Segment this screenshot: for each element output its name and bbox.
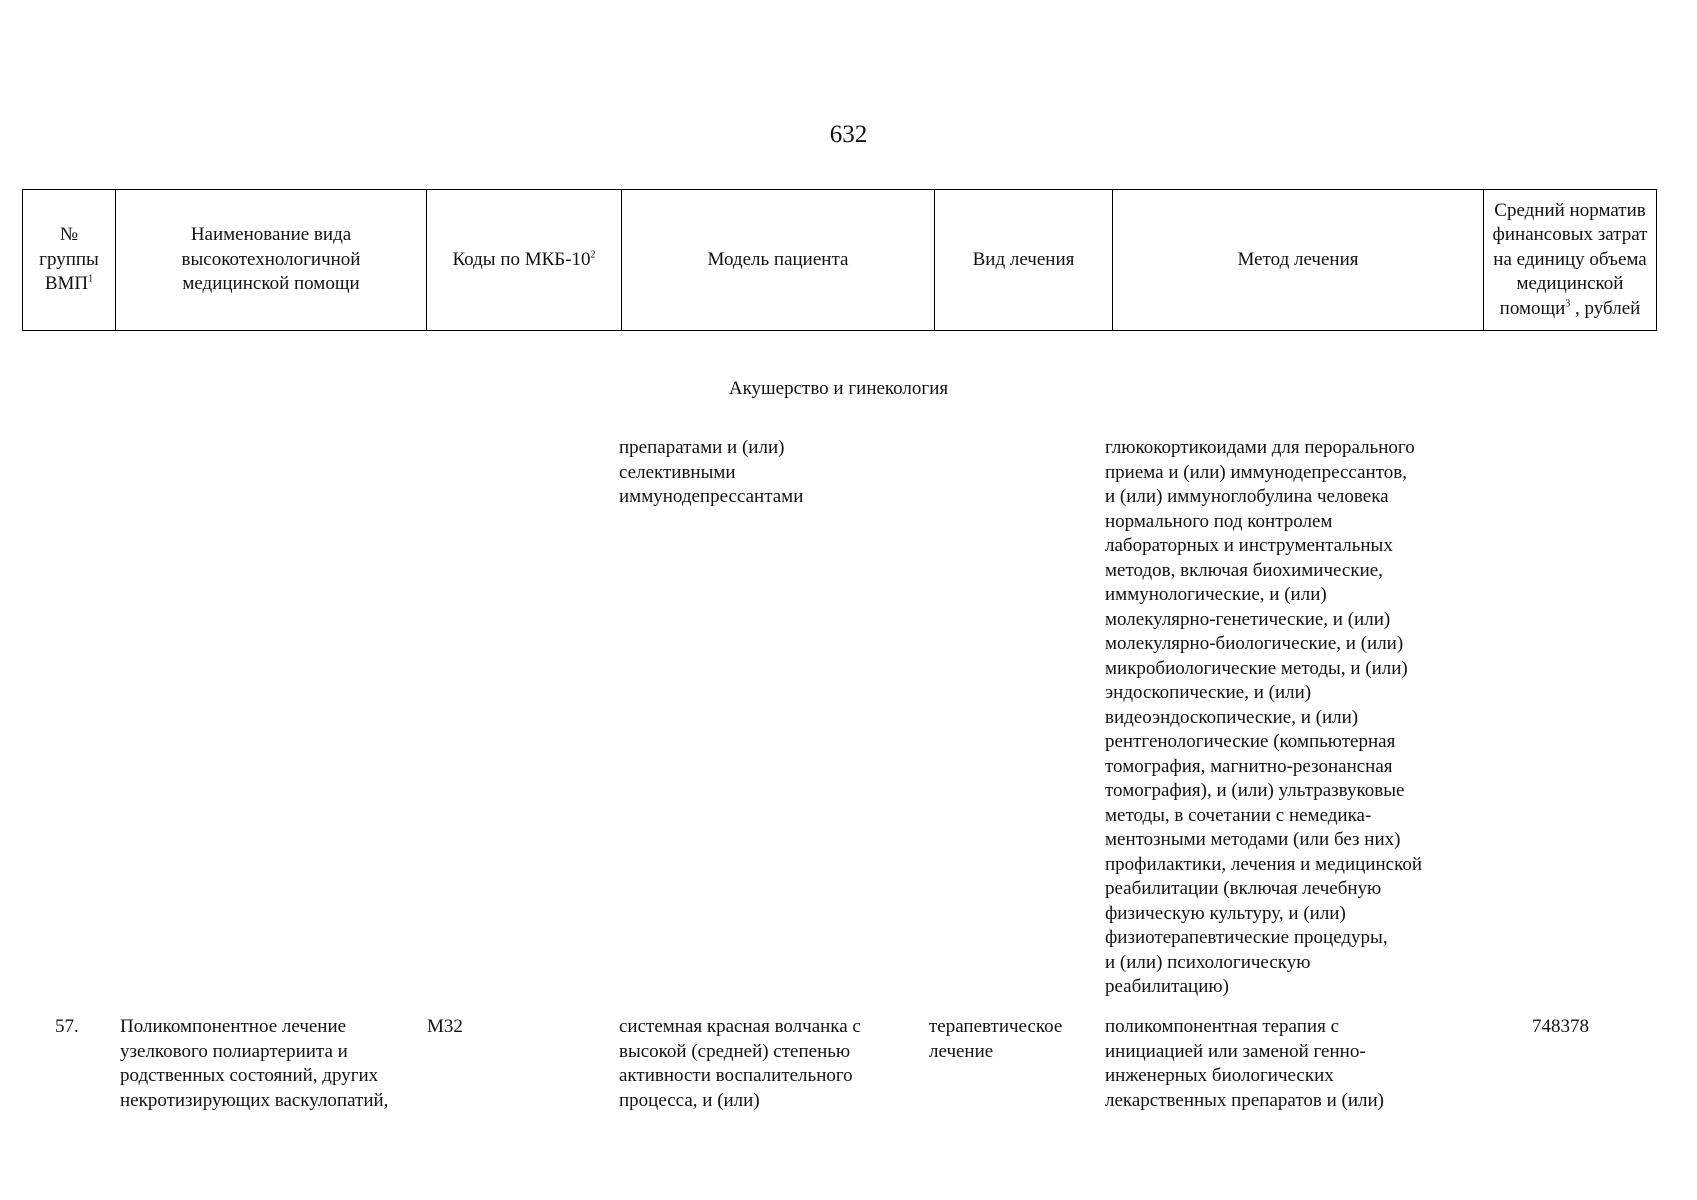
row-57-icd-code: М32 — [427, 1016, 463, 1037]
header-patient-model: Модель пациента — [622, 190, 935, 331]
table-header — [22, 189, 1657, 331]
header-icd-codes: Коды по МКБ-$10^2$ — [427, 190, 622, 331]
row-57-treatment-type: терапевтическое лечение — [929, 1016, 1063, 1062]
row-57-treatment-method: поликомпонентная терапия с инициацией или заменой генно- инженерных биологических лекарственных препаратов и (или) — [1105, 1016, 1384, 1111]
header-treatment-method: Метод лечения — [1113, 190, 1484, 331]
section-title: Акушерство и гинекология — [728, 378, 949, 399]
row-57-number: 57. — [55, 1016, 79, 1037]
header-vmp-group: № группы ВМП$^1$ — [23, 190, 116, 331]
page-number: 632 — [829, 121, 868, 148]
header-care-name: Наименование вида высокотехнологичной медицинской помощи — [116, 190, 427, 331]
row-57-patient-model: системная красная волчанка с высокой (средней) степенью активности воспалительного процесса, и (или) — [619, 1016, 861, 1111]
header-treatment-type: Вид лечения — [935, 190, 1113, 331]
continuation-treatment-method: глюкокортикоидами для перорального приема и (или) иммунодепрессантов, и (или) иммуноглобулина человека нормального под контролем лабораторных и инструментальных методов, включая биохимические, иммунологические, и (или) молекулярно-генетические, и (или) молекулярно-биологические, и (или) микробиологические методы, и (или) эндоскопические, и (или) видеоэндоскопические, и (или) рентгенологические (компьютерная томография, магнитно-резонансная томография), и (или) ультразвуковые методы, в сочетании с немедика- ментозными методами (или без них) профилактики, лечения и медицинской реабилитации (включая лечебную физическую культуру, и (или) физиотерапевтические процедуры, и (или) психологическую реабилитацию) — [1105, 437, 1422, 997]
header-cost-norm: Средний норматив финансовых затрат на единицу объема медицинской помощи$^3$ , рублей — [1484, 190, 1657, 331]
continuation-patient-model: препаратами и (или) селективными иммунодепрессантами — [619, 437, 804, 507]
row-57-care-name: Поликомпонентное лечение узелкового полиартериита и родственных состояний, других некротизирующих васкулопатий, — [120, 1016, 389, 1111]
row-57-cost: 748378 — [1532, 1016, 1589, 1037]
